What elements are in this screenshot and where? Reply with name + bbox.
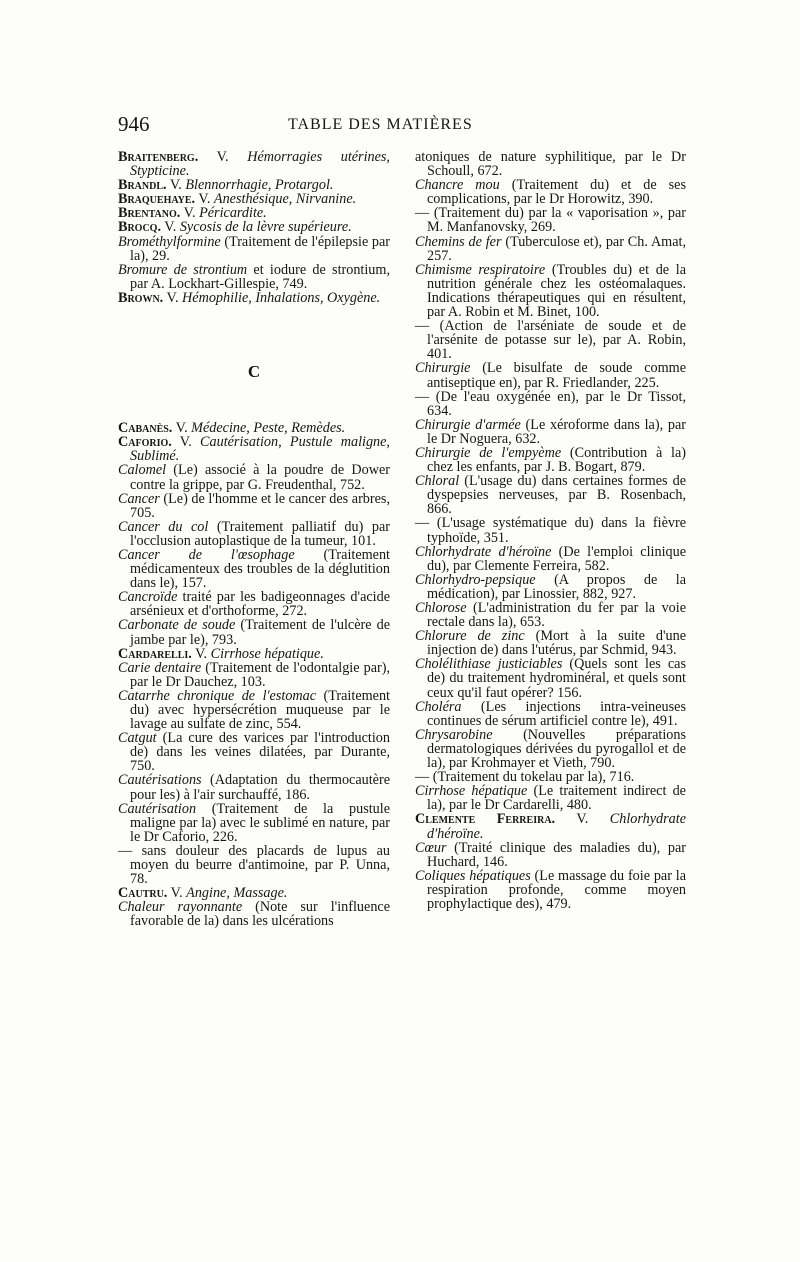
entry-term: Cirrhose hépatique (415, 783, 528, 800)
entry-text: (Le) associé à la poudre de Dower contre la grippe, par G. Freudenthal, 752. (130, 462, 390, 493)
index-entry (118, 463, 390, 491)
entry-term: Carie dentaire (118, 659, 202, 676)
entry-text: (Traitement du) et de ses complications, par le Dr Horowitz, 390. (427, 177, 686, 208)
index-entry (118, 435, 390, 463)
index-entry (415, 869, 686, 911)
index-entry (415, 728, 686, 770)
index-entry (118, 731, 390, 773)
entry-heading: Cabanès. (118, 420, 173, 437)
entry-term: Chemins de fer (415, 233, 502, 250)
entry-text: (Note sur l'influence favorable de la) dans les ulcérations (130, 899, 391, 930)
entry-heading: Brown. (118, 289, 164, 306)
entry-term: Cancer du col (118, 518, 209, 535)
entry-term: Cancer (118, 490, 160, 507)
entry-term: Cirrhose hépatique. (210, 645, 324, 662)
entry-term: Chirurgie de l'empyème (415, 444, 562, 461)
index-entry (118, 689, 390, 731)
entry-term: Chlorose (415, 600, 467, 616)
entry-text: — sans douleur des placards de lupus au moyen du beurre d'antimoine, par P. Unna, 78. (118, 842, 390, 888)
index-entry (415, 418, 686, 446)
entry-term: Chlorure de zinc (415, 628, 525, 645)
entry-term: Angine, Massage. (186, 885, 288, 902)
entry-text: (Traitement du) avec hypersécrétion muqueuse par le lavage au sulfate de zinc, 554. (130, 687, 390, 733)
entry-text: et iodure de strontium, par A. Lockhart-Gillespie, 749. (130, 261, 390, 292)
index-entry (415, 545, 686, 573)
entry-term: Catarrhe chronique de l'estomac (118, 687, 317, 704)
index-entry (118, 618, 390, 646)
entry-term: Chirurgie d'armée (415, 416, 521, 433)
entry-term: Blennorrhagie, Protargol. (185, 177, 334, 194)
index-entry (415, 770, 686, 784)
page-number: 946 (118, 112, 150, 136)
index-entry (118, 844, 390, 886)
entry-see: V. (163, 289, 183, 306)
index-entry (415, 235, 686, 263)
entry-text: (L'usage du) dans certaines formes de dyspepsies nerveuses, par B. Rosenbach, 866. (427, 473, 686, 518)
entry-see: V. (171, 434, 201, 451)
index-entry (415, 601, 686, 629)
index-entry (118, 150, 390, 178)
index-entry (118, 590, 390, 618)
index-entry (415, 784, 686, 812)
entry-text: (L'administration du fer par la voie rectale dans la), 653. (427, 600, 686, 631)
entry-text: — (Action de l'arséniate de soude et de l'arsénite de potasse sur le), par A. Robin, 401. (415, 318, 686, 363)
entry-term: Coliques hépatiques (415, 867, 531, 884)
page-header (118, 112, 666, 140)
entry-term: Chirurgie (415, 360, 471, 377)
entry-text: (Contribution à la) chez les enfants, par J. B. Bogart, 879. (427, 444, 686, 476)
index-entry (118, 235, 390, 263)
entry-term: Chimisme respiratoire (415, 261, 546, 278)
index-entry (415, 319, 686, 361)
index-entry (118, 773, 390, 801)
entry-term: Cautérisation, Pustule maligne, Sublimé. (130, 434, 390, 465)
entry-text: (A propos de la médication), par Linossier, 882, 927. (427, 571, 686, 602)
left-column (118, 150, 390, 929)
index-entry (118, 206, 390, 220)
index-entry (118, 220, 390, 234)
index-entry (118, 886, 390, 900)
index-entry (118, 661, 390, 689)
entry-term: Chaleur rayonnante (118, 899, 243, 916)
index-entry (118, 647, 390, 661)
entry-heading: Brentano. (118, 205, 181, 222)
entry-see: V. (167, 885, 187, 902)
entry-term: Anesthésique, Nirvanine. (213, 191, 357, 208)
index-entry (118, 802, 390, 844)
entry-term: Cancer de l'œsophage (118, 546, 295, 563)
entry-term: Chlorhydrate d'héroïne (415, 543, 552, 560)
index-entry (415, 516, 686, 544)
running-title: TABLE DES MATIÈRES (288, 116, 473, 133)
entry-text: (Troubles du) et de la nutrition générale chez les ostéomalaques. Indications thérapeutiques qui en résultent, par A. Robin et M. Binet, 100. (427, 261, 686, 321)
entry-text: (Mort à la suite d'une injection de) dans l'utérus, par Schmid, 943. (427, 628, 686, 659)
entry-term: Sycosis de la lèvre supérieure. (179, 219, 352, 236)
entry-text: (Traitement médicamenteux des troubles de la déglutition dans le), 157. (130, 546, 390, 592)
index-entry (415, 573, 686, 601)
index-entry (415, 263, 686, 319)
entry-text: (Traité clinique des maladies du), par Huchard, 146. (427, 839, 686, 870)
entry-heading: Braitenberg. (118, 149, 199, 165)
entry-term: Chlorhydrate d'héroïne. (427, 811, 686, 842)
index-entry (415, 474, 686, 516)
entry-text: (La cure des varices par l'introduction de) dans les veines dilatées, par Durante, 750. (130, 730, 390, 775)
entry-text: (Traitement de l'épilepsie par la), 29. (130, 233, 390, 264)
index-entry (118, 291, 390, 305)
entry-text: (Le bisulfate de soude comme antiseptique en), par R. Friedlander, 225. (427, 360, 686, 391)
index-entry (415, 700, 686, 728)
entry-text: (De l'emploi clinique du), par Clemente Ferreira, 582. (427, 543, 686, 574)
entry-text: traité par les badigeonnages d'acide arsénieux et d'orthoforme, 272. (130, 589, 390, 620)
entry-term: Hémorragies utérines, Stypticine. (130, 149, 390, 180)
entry-term: Cœur (415, 839, 447, 856)
index-entry (118, 492, 390, 520)
index-entry (415, 150, 686, 178)
entry-text: (Nouvelles préparations dermatologiques dérivées du pyrogallol et de la), par Krohmayer et Vieth, 790. (427, 726, 686, 772)
index-entry (415, 178, 686, 206)
entry-heading: Brandl. (118, 177, 167, 194)
index-entry (118, 548, 390, 590)
entry-term: Cautérisations (118, 772, 202, 789)
index-entry (118, 263, 390, 291)
entry-text: (Traitement palliatif du) par l'occlusion autoplastique de la tumeur, 101. (130, 518, 390, 549)
entry-text: (Traitement de l'odontalgie par), par le Dr Dauchez, 103. (130, 659, 390, 690)
entry-term: Chancre mou (415, 177, 500, 194)
entry-text: (Le traitement indirect de la), par le Dr Cardarelli, 480. (427, 783, 686, 814)
entry-term: Cautérisation (118, 800, 197, 817)
index-entry (415, 841, 686, 869)
index-entry (415, 361, 686, 389)
entry-heading: Braquehaye. (118, 191, 196, 208)
entry-term: Catgut (118, 730, 157, 747)
entry-text: (Quels sont les cas de) du traitement hydrominéral, et quels sont ceux qu'il faut opérer? 156. (427, 656, 686, 701)
index-entry (118, 520, 390, 548)
entry-heading: Clemente Ferreira. (415, 811, 556, 828)
entry-see: V. (198, 149, 248, 165)
entry-text: (Le massage du foie par la respiration profonde, comme moyen prophylactique des), 479. (427, 867, 686, 912)
entry-see: V. (191, 645, 211, 662)
entry-see: V. (161, 219, 180, 236)
index-entry (415, 206, 686, 234)
entry-see: V. (166, 177, 186, 194)
entry-text: (Tuberculose et), par Ch. Amat, 257. (427, 233, 687, 264)
entry-term: Chlorhydro-pepsique (415, 571, 536, 588)
index-entry (118, 900, 390, 928)
index-entry (415, 629, 686, 657)
entry-term: Brométhylformine (118, 233, 221, 250)
entry-term: Chrysarobine (415, 726, 493, 743)
entry-heading: Cautru. (118, 885, 168, 902)
entry-see: V. (195, 191, 214, 208)
index-entry (415, 812, 686, 840)
entry-term: Choléra (415, 698, 462, 715)
index-entry (415, 446, 686, 474)
entry-term: Carbonate de soude (118, 617, 236, 634)
entry-text: (Traitement de la pustule maligne par la) avec le sublimé en nature, par le Dr Caforio, 226. (130, 800, 390, 845)
entry-text: (Les injections intra-veineuses continues de sérum artificiel contre le), 491. (427, 698, 686, 729)
entry-heading: Caforio. (118, 434, 172, 451)
entry-text: atoniques de nature syphilitique, par le Dr Schoull, 672. (415, 149, 686, 180)
entry-heading: Brocq. (118, 219, 162, 236)
entry-term: Bromure de strontium (118, 261, 248, 278)
section-letter: C (247, 362, 261, 382)
entry-text: — (Traitement du) par la « vaporisation », par M. Manfanovsky, 269. (415, 205, 686, 236)
entry-text: — (L'usage systématique du) dans la fièvre typhoïde, 351. (415, 515, 686, 546)
index-entry (118, 178, 390, 192)
entry-text: (Le) de l'homme et le cancer des arbres, 705. (130, 490, 390, 521)
entry-term: Médecine, Peste, Remèdes. (191, 420, 346, 437)
entry-term: Hémophilie, Inhalations, Oxygène. (182, 289, 381, 306)
entry-text: — (De l'eau oxygénée en), par le Dr Tissot, 634. (415, 388, 686, 419)
entry-term: Péricardite. (199, 205, 267, 222)
index-entry (118, 192, 390, 206)
right-column (415, 150, 686, 911)
entry-text: (Adaptation du thermocautère pour les) à l'air surchauffé, 186. (130, 772, 390, 803)
entry-text: — (Traitement du tokelau par la), 716. (415, 769, 635, 786)
entry-term: Calomel (118, 462, 167, 479)
entry-term: Chloral (415, 473, 460, 490)
entry-text: (Traitement de l'ulcère de jambe par le), 793. (130, 617, 390, 648)
entry-see: V. (172, 420, 192, 437)
entry-text: (Le xéroforme dans la), par le Dr Noguera, 632. (427, 416, 687, 447)
entry-see: V. (555, 811, 610, 828)
entry-term: Cancroïde (118, 589, 178, 606)
entry-see: V. (180, 205, 200, 222)
index-entry (415, 390, 686, 418)
entry-term: Cholélithiase justiciables (415, 656, 563, 673)
index-entry (118, 421, 390, 435)
entry-heading: Cardarelli. (118, 645, 192, 662)
index-entry (415, 657, 686, 699)
